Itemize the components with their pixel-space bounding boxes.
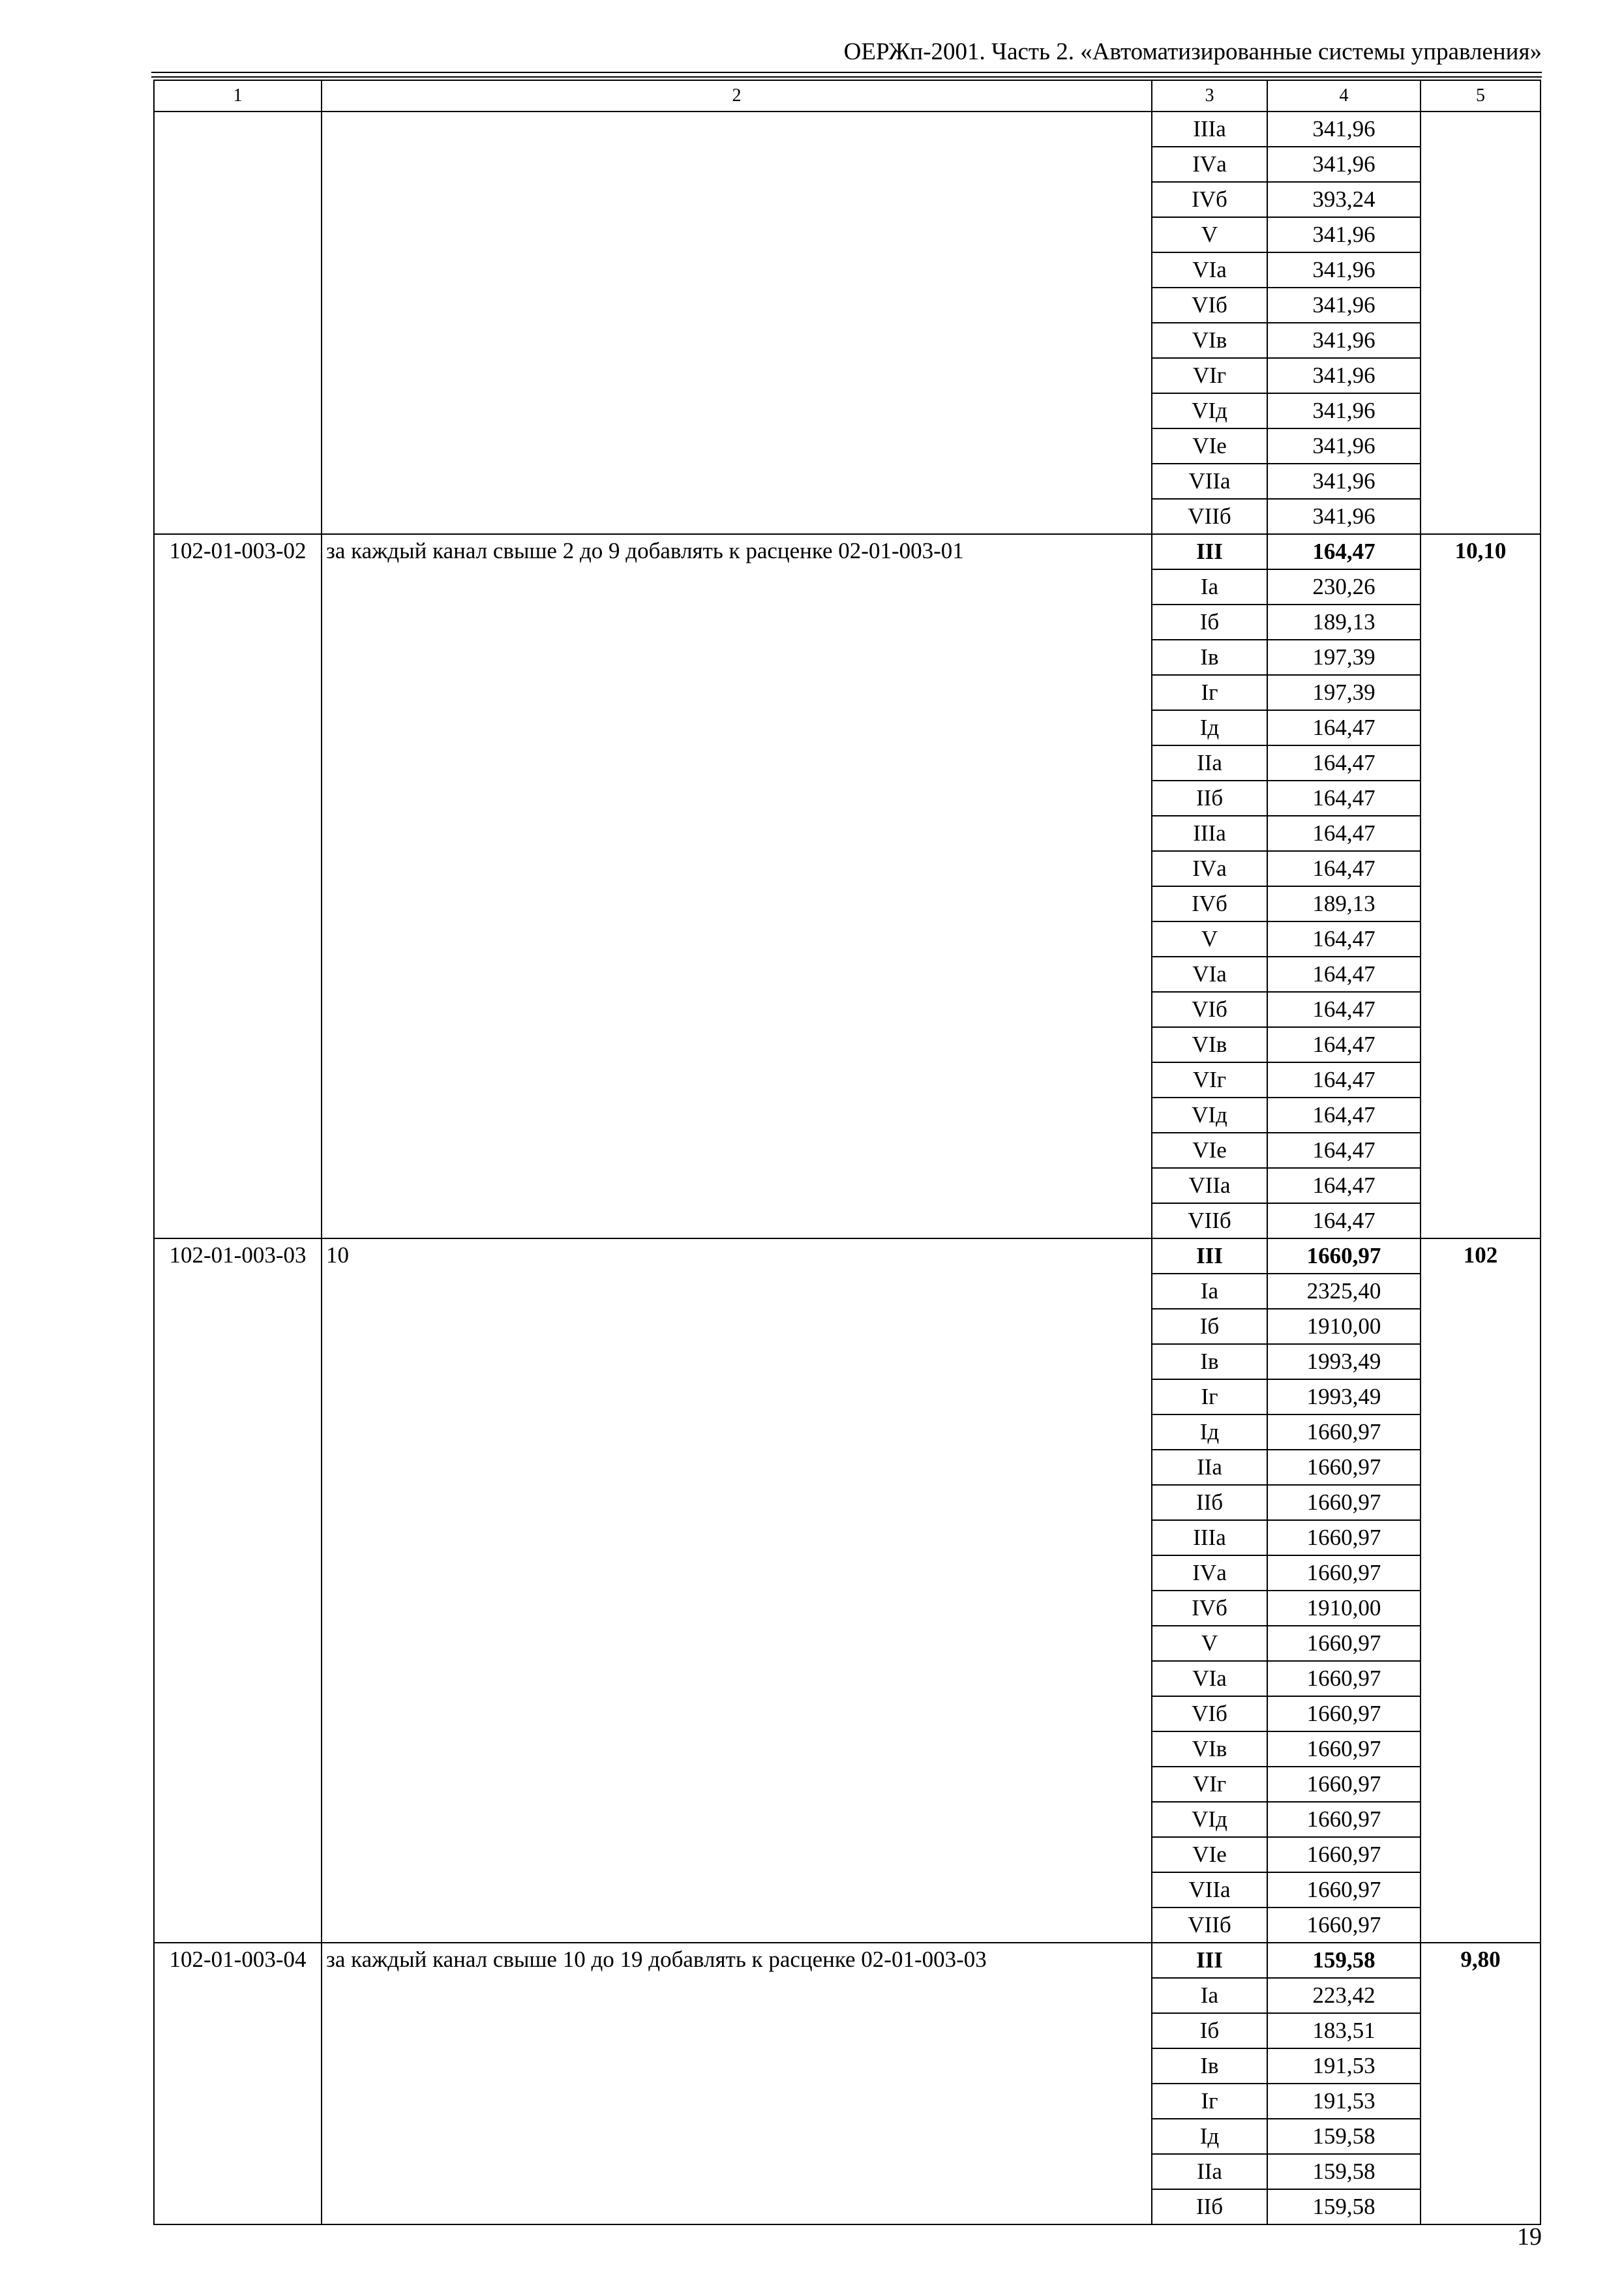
price-cell: 1660,97 [1267, 1485, 1421, 1520]
zone-cell: Iа [1152, 1978, 1267, 2013]
zone-cell: VIб [1152, 288, 1267, 323]
zone-cell: III [1152, 534, 1267, 569]
table-row [154, 112, 1541, 147]
price-cell: 164,47 [1267, 1027, 1421, 1062]
zone-cell: Iа [1152, 569, 1267, 605]
price-cell: 1660,97 [1267, 1837, 1421, 1872]
zone-cell: Iд [1152, 2119, 1267, 2154]
rates-table-body [154, 80, 1541, 2224]
price-cell: 197,39 [1267, 675, 1421, 710]
zone-cell: Iв [1152, 2048, 1267, 2084]
zone-cell: Iг [1152, 1379, 1267, 1414]
zone-cell: Iб [1152, 2013, 1267, 2048]
price-cell: 341,96 [1267, 323, 1421, 358]
price-cell: 1993,49 [1267, 1379, 1421, 1414]
column-number: 5 [1421, 80, 1541, 112]
price-cell: 1910,00 [1267, 1309, 1421, 1344]
zone-cell: VIг [1152, 358, 1267, 393]
zone-cell: VIв [1152, 1731, 1267, 1767]
column-number: 3 [1152, 80, 1267, 112]
price-cell: 197,39 [1267, 640, 1421, 675]
price-cell: 164,47 [1267, 992, 1421, 1027]
price-cell: 164,47 [1267, 957, 1421, 992]
price-cell: 191,53 [1267, 2048, 1421, 2084]
price-cell: 164,47 [1267, 710, 1421, 745]
labour-cell [1421, 112, 1541, 534]
zone-cell: VIв [1152, 323, 1267, 358]
zone-cell: VIIа [1152, 1168, 1267, 1203]
column-number: 2 [322, 80, 1152, 112]
price-cell: 164,47 [1267, 1133, 1421, 1168]
price-cell: 1660,97 [1267, 1238, 1421, 1274]
zone-cell: V [1152, 1626, 1267, 1661]
price-cell: 189,13 [1267, 886, 1421, 921]
price-cell: 189,13 [1267, 605, 1421, 640]
price-cell: 341,96 [1267, 464, 1421, 499]
price-cell: 159,58 [1267, 2119, 1421, 2154]
zone-cell: VIг [1152, 1767, 1267, 1802]
table-row [154, 1943, 1541, 1978]
zone-cell: VIд [1152, 1802, 1267, 1837]
price-cell: 164,47 [1267, 921, 1421, 957]
price-cell: 164,47 [1267, 534, 1421, 569]
price-cell: 1660,97 [1267, 1661, 1421, 1696]
price-cell: 183,51 [1267, 2013, 1421, 2048]
price-cell: 159,58 [1267, 2154, 1421, 2189]
price-cell: 164,47 [1267, 1203, 1421, 1238]
zone-cell: Iв [1152, 1344, 1267, 1379]
zone-cell: VIб [1152, 992, 1267, 1027]
column-number: 1 [154, 80, 322, 112]
rate-description: 10 [322, 1238, 1152, 1943]
header-rule-inner [151, 76, 1542, 78]
zone-cell: VIд [1152, 393, 1267, 428]
rate-description: за каждый канал свыше 2 до 9 добавлять к расценке 02-01-003-01 [322, 534, 1152, 1238]
zone-cell: VIIа [1152, 464, 1267, 499]
zone-cell: VIе [1152, 1133, 1267, 1168]
zone-cell: VIIб [1152, 499, 1267, 534]
zone-cell: VIв [1152, 1027, 1267, 1062]
zone-cell: VIе [1152, 428, 1267, 464]
price-cell: 164,47 [1267, 781, 1421, 816]
price-cell: 341,96 [1267, 288, 1421, 323]
price-cell: 164,47 [1267, 816, 1421, 851]
price-cell: 341,96 [1267, 428, 1421, 464]
labour-cell: 102 [1421, 1238, 1541, 1943]
price-cell: 341,96 [1267, 252, 1421, 288]
zone-cell: Iд [1152, 1414, 1267, 1450]
rate-code: 102-01-003-02 [154, 534, 322, 1238]
price-cell: 1660,97 [1267, 1767, 1421, 1802]
price-cell: 1910,00 [1267, 1591, 1421, 1626]
zone-cell: VIе [1152, 1837, 1267, 1872]
zone-cell: IIа [1152, 1450, 1267, 1485]
price-cell: 1660,97 [1267, 1555, 1421, 1591]
table-row [154, 1238, 1541, 1274]
zone-cell: Iа [1152, 1274, 1267, 1309]
price-cell: 341,96 [1267, 499, 1421, 534]
zone-cell: IIб [1152, 2189, 1267, 2224]
zone-cell: V [1152, 921, 1267, 957]
price-cell: 341,96 [1267, 393, 1421, 428]
zone-cell: III [1152, 1238, 1267, 1274]
price-cell: 1660,97 [1267, 1908, 1421, 1943]
price-cell: 159,58 [1267, 1943, 1421, 1978]
zone-cell: IVб [1152, 1591, 1267, 1626]
header-rule [151, 72, 1542, 73]
rate-code [154, 112, 322, 534]
zone-cell: VIа [1152, 252, 1267, 288]
zone-cell: IVа [1152, 1555, 1267, 1591]
zone-cell: IIIа [1152, 112, 1267, 147]
column-number-row [154, 80, 1541, 112]
price-cell: 230,26 [1267, 569, 1421, 605]
price-cell: 393,24 [1267, 182, 1421, 217]
labour-cell: 9,80 [1421, 1943, 1541, 2224]
zone-cell: IIб [1152, 781, 1267, 816]
price-cell: 164,47 [1267, 1062, 1421, 1098]
price-cell: 1660,97 [1267, 1731, 1421, 1767]
zone-cell: VIIб [1152, 1908, 1267, 1943]
price-cell: 223,42 [1267, 1978, 1421, 2013]
zone-cell: Iг [1152, 2084, 1267, 2119]
price-cell: 164,47 [1267, 745, 1421, 781]
price-cell: 2325,40 [1267, 1274, 1421, 1309]
price-cell: 1660,97 [1267, 1802, 1421, 1837]
page-header: ОЕРЖп-2001. Часть 2. «Автоматизированные системы управления» [843, 38, 1542, 65]
price-cell: 1660,97 [1267, 1626, 1421, 1661]
zone-cell: IIб [1152, 1485, 1267, 1520]
rate-code: 102-01-003-04 [154, 1943, 322, 2224]
price-cell: 1660,97 [1267, 1696, 1421, 1731]
price-cell: 1993,49 [1267, 1344, 1421, 1379]
zone-cell: Iв [1152, 640, 1267, 675]
price-cell: 1660,97 [1267, 1450, 1421, 1485]
price-cell: 341,96 [1267, 358, 1421, 393]
page-number: 19 [1517, 2223, 1542, 2251]
zone-cell: IVб [1152, 182, 1267, 217]
zone-cell: IVб [1152, 886, 1267, 921]
zone-cell: VIг [1152, 1062, 1267, 1098]
zone-cell: III [1152, 1943, 1267, 1978]
price-cell: 164,47 [1267, 1098, 1421, 1133]
price-cell: 1660,97 [1267, 1872, 1421, 1908]
zone-cell: IVа [1152, 851, 1267, 886]
zone-cell: VIд [1152, 1098, 1267, 1133]
price-cell: 191,53 [1267, 2084, 1421, 2119]
zone-cell: VIб [1152, 1696, 1267, 1731]
zone-cell: VIа [1152, 957, 1267, 992]
zone-cell: Iб [1152, 1309, 1267, 1344]
price-cell: 1660,97 [1267, 1520, 1421, 1555]
zone-cell: V [1152, 217, 1267, 252]
zone-cell: VIа [1152, 1661, 1267, 1696]
column-number: 4 [1267, 80, 1421, 112]
rate-code: 102-01-003-03 [154, 1238, 322, 1943]
zone-cell: IVа [1152, 147, 1267, 182]
zone-cell: Iг [1152, 675, 1267, 710]
labour-cell: 10,10 [1421, 534, 1541, 1238]
rate-description: за каждый канал свыше 10 до 19 добавлять к расценке 02-01-003-03 [322, 1943, 1152, 2224]
price-cell: 341,96 [1267, 147, 1421, 182]
price-cell: 1660,97 [1267, 1414, 1421, 1450]
price-cell: 341,96 [1267, 112, 1421, 147]
price-cell: 159,58 [1267, 2189, 1421, 2224]
zone-cell: VIIа [1152, 1872, 1267, 1908]
zone-cell: IIIа [1152, 816, 1267, 851]
rate-description [322, 112, 1152, 534]
price-cell: 164,47 [1267, 851, 1421, 886]
price-cell: 341,96 [1267, 217, 1421, 252]
table-row [154, 534, 1541, 569]
price-cell: 164,47 [1267, 1168, 1421, 1203]
zone-cell: Iб [1152, 605, 1267, 640]
zone-cell: Iд [1152, 710, 1267, 745]
rates-table [153, 80, 1541, 2225]
zone-cell: IIа [1152, 745, 1267, 781]
zone-cell: IIа [1152, 2154, 1267, 2189]
zone-cell: IIIа [1152, 1520, 1267, 1555]
zone-cell: VIIб [1152, 1203, 1267, 1238]
